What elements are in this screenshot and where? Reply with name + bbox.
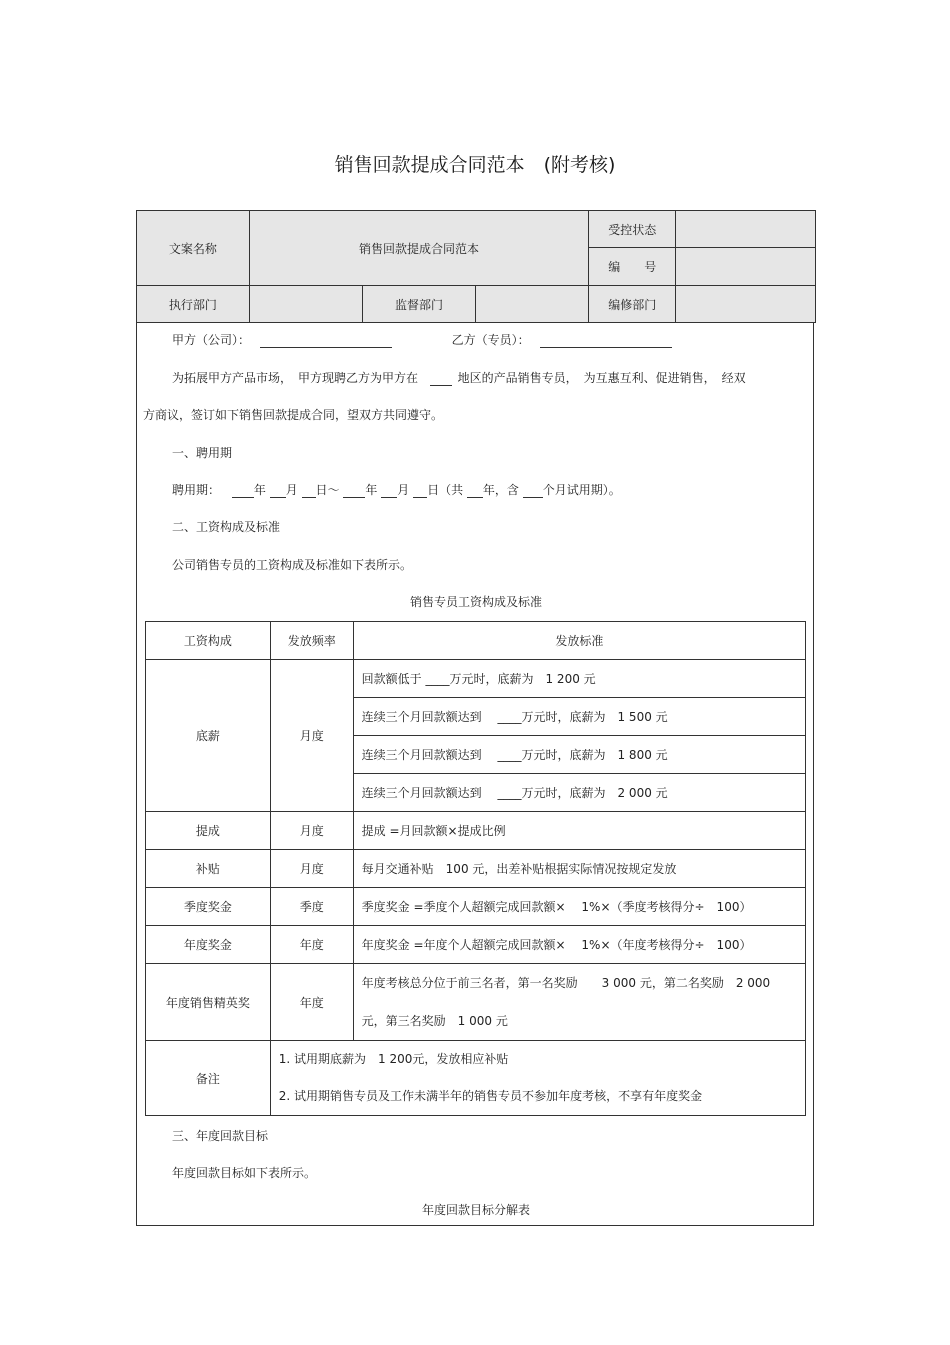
table-row	[146, 964, 806, 1041]
number-value[interactable]	[676, 248, 816, 286]
quarter-bonus-standard: 季度奖金 =季度个人超额完成回款额× 1%×（季度考核得分÷ 100）	[353, 888, 805, 926]
note-item-2: 2. 试用期销售专员及工作未满半年的销售专员不参加年度考核，不享有年度奖金	[278, 1089, 703, 1103]
doc-name-value: 销售回款提成合同范本	[249, 211, 588, 286]
control-status-value[interactable]	[676, 211, 816, 248]
exec-dept-label: 执行部门	[137, 286, 250, 323]
parties-line	[172, 331, 672, 348]
term-trial-text: 个月试用期）。	[542, 483, 621, 497]
subsidy-standard: 每月交通补贴 100 元，出差补贴根据实际情况按规定发放	[353, 850, 805, 888]
document-header-table	[136, 210, 816, 323]
salary-table	[145, 621, 806, 1116]
section-3-heading: 三、年度回款目标	[172, 1129, 269, 1143]
term-year-text: 年	[253, 483, 266, 497]
term-start-day-blank[interactable]	[302, 483, 316, 498]
intro-line-2: 方商议，签订如下销售回款提成合同，望双方共同遵守。	[143, 408, 444, 422]
notes-content	[270, 1041, 805, 1116]
term-end-month-text: 月	[397, 483, 410, 497]
term-month-text: 月	[285, 483, 298, 497]
section-2-description: 公司销售专员的工资构成及标准如下表所示。	[172, 558, 413, 572]
party-a-label: 甲方（公司）：	[172, 333, 251, 347]
term-start-month-blank[interactable]	[270, 483, 286, 498]
term-total-years-blank[interactable]	[467, 483, 483, 498]
control-status-label: 受控状态	[589, 211, 676, 248]
col-header-frequency: 发放频率	[270, 622, 353, 660]
page-title: 销售回款提成合同范本 (附考核)	[334, 154, 616, 176]
term-day-open-text: 日（共	[427, 483, 464, 497]
party-b-label: 乙方（专员）：	[451, 333, 530, 347]
section-1-heading: 一、聘用期	[172, 446, 233, 460]
term-end-day-blank[interactable]	[413, 483, 427, 498]
edit-dept-label: 编修部门	[589, 286, 676, 323]
annual-bonus-standard: 年度奖金 =年度个人超额完成回款额× 1%×（年度考核得分÷ 100）	[353, 926, 805, 964]
intro-line-1	[172, 369, 806, 386]
section-3-description: 年度回款目标如下表所示。	[172, 1166, 317, 1180]
elite-award-name: 年度销售精英奖	[146, 964, 271, 1041]
exec-dept-value[interactable]	[249, 286, 362, 323]
col-header-standard: 发放标准	[353, 622, 805, 660]
elite-award-line-2: 元，第三名奖励 1 000 元	[361, 1014, 508, 1028]
edit-dept-value[interactable]	[676, 286, 816, 323]
table-row	[146, 926, 806, 964]
term-day-tilde-text: 日～	[315, 483, 340, 497]
base-salary-name: 底薪	[146, 660, 271, 812]
base-salary-tier-2: 连续三个月回款额达到 ____万元时，底薪为 1 500 元	[353, 698, 805, 736]
term-line	[172, 481, 621, 498]
elite-award-line-1: 年度考核总分位于前三名者，第一名奖励 3 000 元，第二名奖励 2 000	[361, 976, 771, 990]
section-2-heading: 二、工资构成及标准	[172, 520, 281, 534]
col-header-component: 工资构成	[146, 622, 271, 660]
base-salary-frequency: 月度	[270, 660, 353, 812]
term-end-month-blank[interactable]	[381, 483, 397, 498]
base-salary-tier-4: 连续三个月回款额达到 ____万元时，底薪为 2 000 元	[353, 774, 805, 812]
notes-label: 备注	[146, 1041, 271, 1116]
term-label: 聘用期：	[172, 483, 221, 497]
doc-name-label: 文案名称	[137, 211, 250, 286]
target-table-caption: 年度回款目标分解表	[421, 1203, 530, 1217]
subsidy-name: 补贴	[146, 850, 271, 888]
intro-text-1b: 地区的产品销售专员， 为互惠互利、促进销售， 经双	[457, 371, 746, 385]
commission-frequency: 月度	[270, 812, 353, 850]
annual-bonus-frequency: 年度	[270, 926, 353, 964]
table-row	[146, 812, 806, 850]
base-salary-tier-1: 回款额低于 ____万元时，底薪为 1 200 元	[353, 660, 805, 698]
table-row	[146, 888, 806, 926]
commission-name: 提成	[146, 812, 271, 850]
table-row	[146, 660, 806, 698]
table-header-row	[146, 622, 806, 660]
elite-award-standard	[353, 964, 805, 1041]
base-salary-tier-3: 连续三个月回款额达到 ____万元时，底薪为 1 800 元	[353, 736, 805, 774]
table-row	[146, 1041, 806, 1116]
region-blank[interactable]	[430, 371, 452, 386]
note-item-1: 1. 试用期底薪为 1 200元，发放相应补贴	[278, 1052, 509, 1066]
term-year-comma-text: 年，含	[482, 483, 519, 497]
term-start-year-blank[interactable]	[232, 483, 254, 498]
table-row	[146, 850, 806, 888]
annual-bonus-name: 年度奖金	[146, 926, 271, 964]
intro-text-1a: 为拓展甲方产品市场， 甲方现聘乙方为甲方在	[172, 371, 419, 385]
subsidy-frequency: 月度	[270, 850, 353, 888]
quarter-bonus-frequency: 季度	[270, 888, 353, 926]
supervise-dept-label: 监督部门	[362, 286, 476, 323]
party-b-blank[interactable]	[540, 333, 672, 348]
term-end-year-blank[interactable]	[343, 483, 365, 498]
elite-award-frequency: 年度	[270, 964, 353, 1041]
term-trial-months-blank[interactable]	[523, 483, 543, 498]
party-a-blank[interactable]	[260, 333, 392, 348]
quarter-bonus-name: 季度奖金	[146, 888, 271, 926]
term-end-year-text: 年	[365, 483, 378, 497]
salary-table-caption: 销售专员工资构成及标准	[409, 595, 542, 609]
supervise-dept-value[interactable]	[476, 286, 589, 323]
commission-standard: 提成 =月回款额×提成比例	[353, 812, 805, 850]
number-label: 编 号	[589, 248, 676, 286]
